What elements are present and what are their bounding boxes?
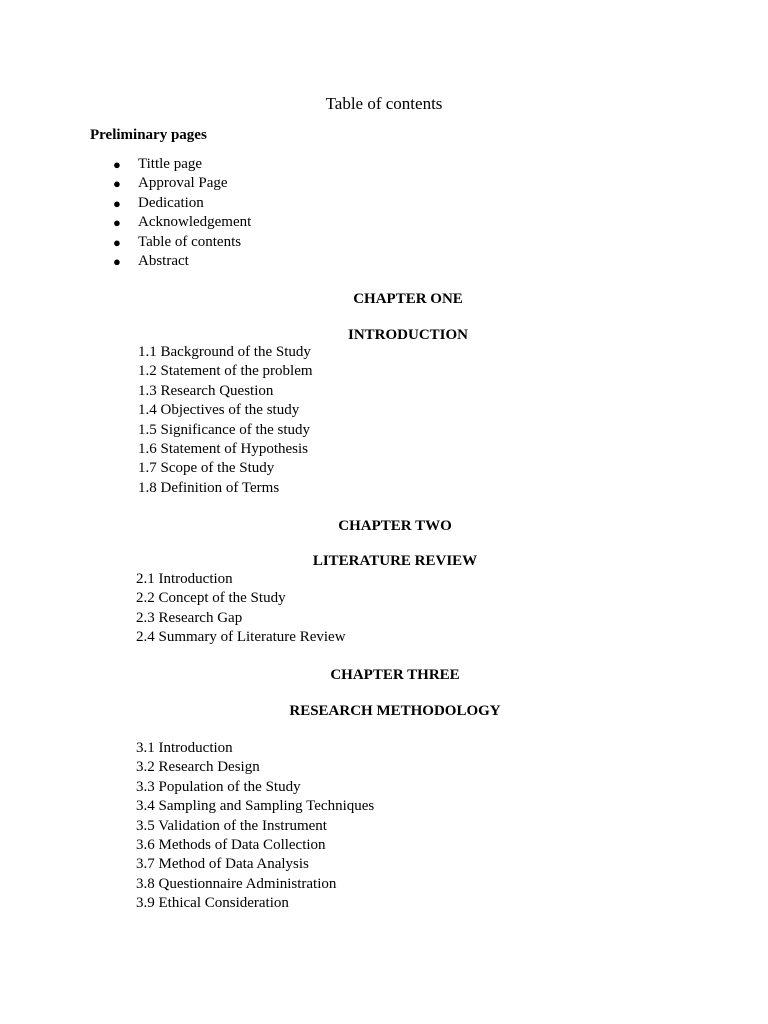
bullet-icon: ● [113,234,121,250]
list-item: ● Table of contents [112,233,251,252]
list-item: 1.6 Statement of Hypothesis [138,440,308,457]
list-item: 1.4 Objectives of the study [138,402,300,419]
list-item: 3.4 Sampling and Sampling Techniques [136,798,375,815]
page-title: Table of contents [325,94,443,113]
list-item: 3.1 Introduction [136,740,233,756]
list-item: 3.3 Population of the Study [136,778,301,795]
bullet-icon: ● [113,253,121,269]
list-item: 1.8 Definition of Terms [138,479,280,496]
list-item: 1.2 Statement of the problem [138,363,313,380]
chapter-three-title: CHAPTER THREE [330,667,460,683]
list-item: 1.5 Significance of the study [138,421,311,438]
bullet-icon: ● [113,195,121,211]
list-item: 3.8 Questionnaire Administration [136,875,337,892]
bullet-icon: ● [113,215,121,231]
list-item: ● Approval Page [112,174,251,193]
list-item: ● Tittle page [112,155,251,174]
preliminary-list [112,155,251,271]
list-item: ● Acknowledgement [112,213,251,232]
list-item: ● Dedication [112,194,251,213]
chapter-one-title: CHAPTER ONE [353,291,463,307]
chapter-two-heading: LITERATURE REVIEW [312,553,478,569]
bullet-icon: ● [113,157,121,172]
list-item: 3.9 Ethical Consideration [136,895,289,912]
list-item: 2.2 Concept of the Study [136,590,286,607]
chapter-three-heading: RESEARCH METHODOLOGY [289,703,501,719]
list-item: 3.6 Methods of Data Collection [136,836,326,853]
chapter-two-title: CHAPTER TWO [338,518,452,534]
list-item: 3.2 Research Design [136,759,260,776]
list-item: 1.7 Scope of the Study [138,460,275,477]
list-item: 1.1 Background of the Study [138,344,311,360]
chapter-two-list [136,570,346,648]
bullet-icon: ● [113,176,121,192]
list-item: 2.1 Introduction [136,571,233,587]
list-item: 2.3 Research Gap [136,609,243,626]
chapter-one-heading: INTRODUCTION [347,327,468,343]
chapter-three-list [136,739,374,914]
list-item: 1.3 Research Question [138,382,274,399]
list-item: 2.4 Summary of Literature Review [136,629,346,646]
preliminary-heading: Preliminary pages [90,127,207,143]
list-item: ● Abstract [112,252,251,271]
list-item: 3.7 Method of Data Analysis [136,856,309,873]
list-item: 3.5 Validation of the Instrument [136,817,327,834]
chapter-one-list [138,343,313,498]
